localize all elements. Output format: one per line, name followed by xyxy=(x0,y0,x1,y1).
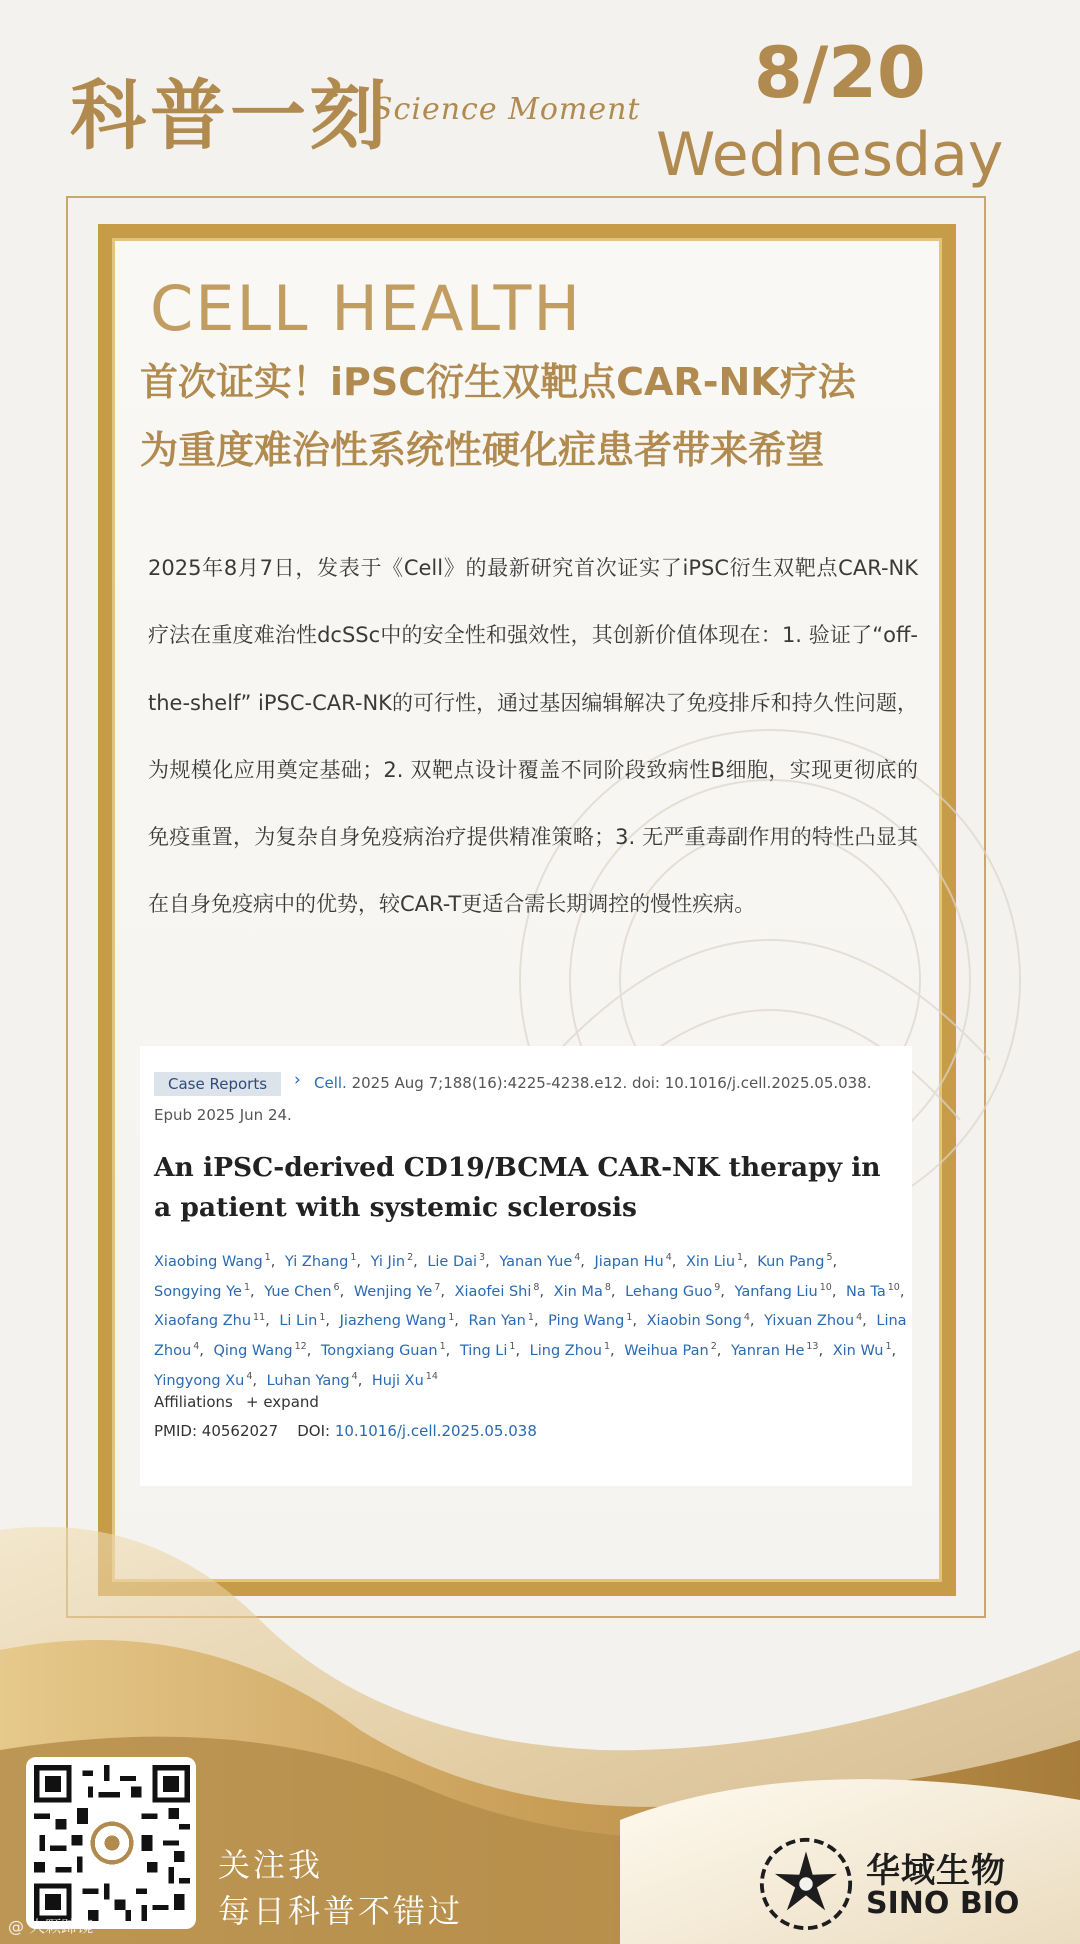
author-affiliation-number: 4 xyxy=(193,1341,200,1353)
author-entry xyxy=(833,1343,901,1359)
author-name[interactable]: Ting Li xyxy=(459,1343,508,1360)
author-separator: , xyxy=(899,1283,905,1300)
author-name[interactable]: Yanran He xyxy=(730,1343,805,1360)
author-separator: , xyxy=(515,1343,521,1360)
author-name[interactable]: Xin Ma xyxy=(553,1283,603,1300)
author-affiliation-number: 7 xyxy=(434,1281,441,1293)
author-name[interactable]: Na Ta xyxy=(846,1283,886,1300)
author-entry xyxy=(267,1373,368,1389)
author-name[interactable]: Yanfang Liu xyxy=(734,1283,818,1300)
author-entry xyxy=(340,1313,464,1329)
author-affiliation-number: 1 xyxy=(448,1311,455,1323)
author-name[interactable]: Yanan Yue xyxy=(499,1253,573,1270)
author-entry xyxy=(846,1281,909,1300)
author-affiliation-number: 13 xyxy=(806,1341,819,1353)
author-separator: , xyxy=(539,1283,545,1300)
author-name[interactable]: Jiapan Hu xyxy=(594,1253,664,1270)
author-separator: , xyxy=(265,1313,270,1330)
headline xyxy=(140,348,920,484)
author-name[interactable]: Xiaobing Wang xyxy=(154,1253,263,1270)
author-affiliation-number: 2 xyxy=(407,1252,414,1263)
author-entry xyxy=(530,1343,620,1359)
chevron-right-icon: › xyxy=(294,1070,301,1090)
author-entry xyxy=(499,1254,590,1270)
pmid: PMID: 40562027 xyxy=(154,1422,279,1440)
author-entry xyxy=(427,1254,494,1270)
author-affiliation-number: 1 xyxy=(603,1341,611,1353)
author-name[interactable]: Xiaobin Song xyxy=(646,1313,742,1330)
author-separator: , xyxy=(339,1283,345,1300)
author-name[interactable]: Weihua Pan xyxy=(624,1343,709,1360)
author-name[interactable]: Xiaofei Shi xyxy=(454,1283,532,1300)
author-separator: , xyxy=(862,1313,867,1330)
author-name[interactable]: Ling Zhou xyxy=(529,1343,602,1360)
author-separator: , xyxy=(325,1313,331,1330)
section-label: CELL HEALTH xyxy=(150,272,582,345)
author-affiliation-number: 1 xyxy=(737,1252,744,1263)
author-separator: , xyxy=(356,1253,361,1270)
author-entry xyxy=(154,1281,260,1300)
author-separator: , xyxy=(249,1283,255,1300)
author-name[interactable]: Lie Dai xyxy=(427,1253,478,1270)
author-name[interactable]: Luhan Yang xyxy=(266,1373,350,1390)
author-affiliation-number: 14 xyxy=(425,1371,438,1383)
expand-affiliations-button[interactable]: + expand xyxy=(246,1393,319,1411)
case-reports-badge: Case Reports xyxy=(154,1072,281,1096)
author-separator: , xyxy=(454,1313,459,1330)
qr-code-icon[interactable] xyxy=(34,1765,190,1921)
author-affiliation-number: 4 xyxy=(856,1311,863,1323)
author-entry xyxy=(625,1281,730,1300)
author-name[interactable]: Kun Pang xyxy=(757,1253,825,1270)
headline-line-1: 首次证实！iPSC衍生双靶点CAR-NK疗法 xyxy=(140,360,856,404)
author-entry xyxy=(353,1281,450,1300)
author-affiliation-number: 1 xyxy=(885,1341,892,1353)
header-en-title: Science Moment xyxy=(372,92,641,127)
author-name[interactable]: Yingyong Xu xyxy=(154,1373,245,1390)
author-name[interactable]: Lina Zhou xyxy=(154,1313,907,1360)
header-weekday: Wednesday xyxy=(656,120,1004,190)
author-separator: , xyxy=(891,1343,897,1360)
author-separator: , xyxy=(632,1313,637,1330)
doi-link[interactable]: 10.1016/j.cell.2025.05.038 xyxy=(334,1422,537,1440)
header-date: 8/20 xyxy=(754,32,926,114)
author-affiliation-number: 4 xyxy=(743,1311,750,1323)
affiliations-label: Affiliations xyxy=(154,1393,233,1411)
author-name[interactable]: Xin Liu xyxy=(685,1253,736,1270)
author-separator: , xyxy=(716,1343,722,1360)
author-entry xyxy=(154,1313,275,1329)
author-name[interactable]: Songying Ye xyxy=(154,1283,242,1300)
sino-bio-logo-icon xyxy=(758,1836,854,1932)
author-entry xyxy=(154,1373,262,1389)
author-affiliation-number: 9 xyxy=(714,1281,721,1293)
citation-text: 2025 Aug 7;188(16):4225-4238.e12. doi: 10.1016/j.cell.2025.05.038. xyxy=(351,1074,872,1092)
author-entry xyxy=(285,1254,366,1270)
author-separator: , xyxy=(440,1283,445,1300)
author-affiliation-number: 10 xyxy=(887,1281,900,1293)
citation-line xyxy=(314,1074,872,1092)
author-separator: , xyxy=(270,1253,276,1270)
author-entry xyxy=(686,1254,753,1270)
author-separator: , xyxy=(357,1373,363,1390)
author-separator: , xyxy=(306,1343,312,1360)
author-affiliation-number: 4 xyxy=(351,1371,358,1383)
author-name[interactable]: Yixuan Zhou xyxy=(764,1313,855,1330)
author-entry xyxy=(372,1373,443,1389)
author-affiliation-number: 1 xyxy=(626,1311,633,1323)
author-entry xyxy=(469,1313,544,1329)
author-affiliation-number: 1 xyxy=(527,1311,534,1323)
author-affiliation-number: 4 xyxy=(574,1252,581,1263)
author-affiliation-number: 5 xyxy=(826,1252,833,1263)
author-affiliation-number: 1 xyxy=(439,1341,446,1353)
author-name[interactable]: Huji Xu xyxy=(371,1373,424,1390)
author-name[interactable]: Ran Yan xyxy=(468,1313,526,1330)
author-entry xyxy=(757,1254,842,1270)
author-separator: , xyxy=(610,1343,615,1360)
author-separator: , xyxy=(743,1253,748,1270)
author-affiliation-number: 1 xyxy=(264,1252,271,1263)
author-separator: , xyxy=(533,1313,539,1330)
author-entry xyxy=(734,1281,842,1300)
author-list xyxy=(154,1245,910,1394)
author-entry xyxy=(548,1313,642,1329)
author-entry xyxy=(624,1343,726,1359)
author-entry xyxy=(454,1281,549,1300)
author-affiliation-number: 8 xyxy=(604,1281,611,1293)
body-paragraph: 2025年8月7日，发表于《Cell》的最新研究首次证实了iPSC衍生双靶点CAR-NK疗法在重度难治性dcSSc中的安全性和强效性，其创新价值体现在：1. 验证了“off-the-shelf” iPSC-CAR-NK的可行性，通过基因编辑解决了免疫排斥和持久性问题，为规模化应用奠定基础；2. 双靶点设计覆盖不同阶段致病性B细胞，实现更彻底的免疫重置，为复杂自身免疫病治疗提供精准策略；3. 无严重毒副作用的特性凸显其在自身免疫病中的优势，较CAR-T更适合需长期调控的慢性疾病。 xyxy=(148,556,918,917)
identifiers-line xyxy=(154,1422,537,1440)
author-affiliation-number: 1 xyxy=(319,1311,326,1323)
author-name[interactable]: Qing Wang xyxy=(213,1343,293,1360)
headline-line-2: 为重度难治性系统性硬化症患者带来希望 xyxy=(140,428,825,472)
author-separator: , xyxy=(485,1253,490,1270)
author-separator: , xyxy=(749,1313,755,1330)
author-name[interactable]: Li Lin xyxy=(279,1313,318,1330)
author-affiliation-number: 10 xyxy=(819,1281,832,1293)
brand-name-cn: 华域生物 xyxy=(866,1851,1006,1891)
author-separator: , xyxy=(199,1343,204,1360)
epub-date: Epub 2025 Jun 24. xyxy=(154,1106,292,1124)
author-affiliation-number: 1 xyxy=(509,1341,516,1353)
brand-name-en: SINO BIO xyxy=(866,1886,1020,1921)
author-separator: , xyxy=(413,1253,418,1270)
author-entry xyxy=(595,1254,682,1270)
author-entry xyxy=(553,1281,621,1300)
author-entry xyxy=(764,1313,872,1329)
author-affiliation-number: 1 xyxy=(350,1252,357,1263)
paper-title: An iPSC-derived CD19/BCMA CAR-NK therapy in a patient with systemic sclerosis xyxy=(154,1152,881,1223)
author-separator: , xyxy=(610,1283,616,1300)
author-entry xyxy=(371,1254,423,1270)
author-separator: , xyxy=(832,1253,838,1270)
author-separator: , xyxy=(720,1283,725,1300)
author-name[interactable]: Yi Jin xyxy=(370,1253,406,1270)
author-affiliation-number: 1 xyxy=(243,1281,250,1293)
author-separator: , xyxy=(831,1283,837,1300)
header-cn-title: 科普一刻 xyxy=(70,71,390,160)
author-separator: , xyxy=(671,1253,677,1270)
author-entry xyxy=(460,1343,525,1359)
author-entry xyxy=(154,1254,280,1270)
author-separator: , xyxy=(445,1343,451,1360)
author-separator: , xyxy=(580,1253,585,1270)
follow-text-line-2: 每日科普不错过 xyxy=(218,1892,464,1930)
author-affiliation-number: 4 xyxy=(246,1371,253,1383)
author-affiliation-number: 2 xyxy=(710,1341,717,1353)
author-affiliation-number: 12 xyxy=(294,1341,307,1353)
author-entry xyxy=(279,1313,335,1329)
author-entry xyxy=(647,1313,760,1329)
author-name[interactable]: Jiazheng Wang xyxy=(339,1313,447,1330)
author-affiliation-number: 8 xyxy=(533,1281,540,1293)
author-affiliation-number: 3 xyxy=(479,1252,486,1263)
journal-link[interactable]: Cell. xyxy=(314,1074,347,1092)
author-entry xyxy=(213,1343,316,1359)
author-entry xyxy=(264,1281,349,1300)
author-name[interactable]: Yi Zhang xyxy=(284,1253,349,1270)
author-name[interactable]: Xin Wu xyxy=(832,1343,884,1360)
author-entry xyxy=(731,1343,828,1359)
author-separator: , xyxy=(252,1373,257,1390)
author-name[interactable]: Lehang Guo xyxy=(625,1283,713,1300)
author-entry xyxy=(321,1343,455,1359)
watermark: @ 大颗蹄镜 xyxy=(8,1917,94,1936)
author-affiliation-number: 11 xyxy=(253,1311,266,1323)
doi-label: DOI: xyxy=(297,1422,331,1440)
author-name[interactable]: Yue Chen xyxy=(264,1283,332,1300)
author-name[interactable]: Wenjing Ye xyxy=(353,1283,433,1300)
author-affiliation-number: 6 xyxy=(333,1281,340,1293)
follow-text-line-1: 关注我 xyxy=(218,1846,324,1884)
author-name[interactable]: Xiaofang Zhu xyxy=(154,1313,252,1330)
author-separator: , xyxy=(818,1343,824,1360)
author-name[interactable]: Ping Wang xyxy=(548,1313,625,1330)
author-name[interactable]: Tongxiang Guan xyxy=(320,1343,438,1360)
author-affiliation-number: 4 xyxy=(665,1252,672,1263)
